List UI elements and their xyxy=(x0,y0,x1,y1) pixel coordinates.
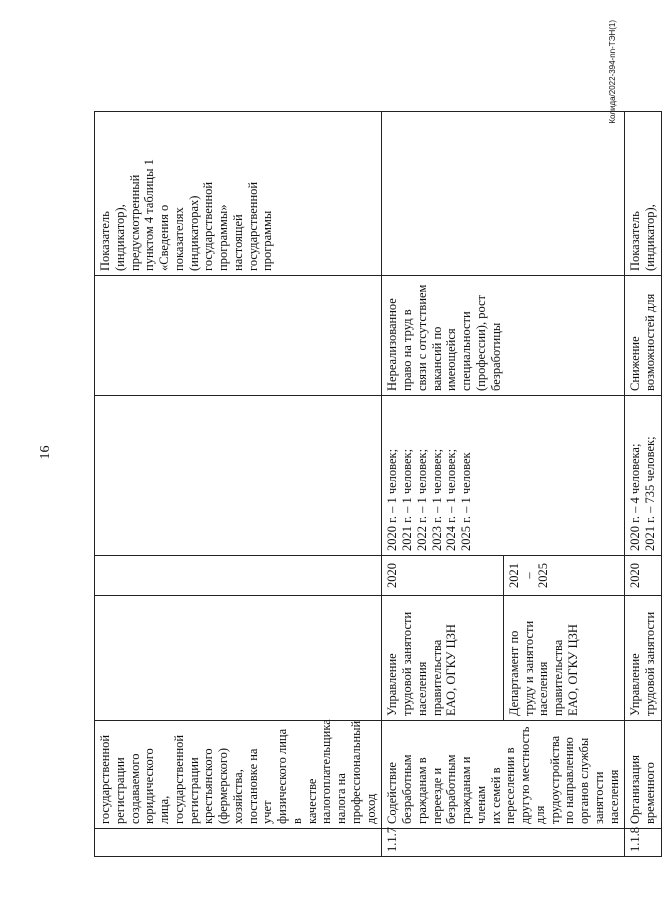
program-measures-table xyxy=(94,111,662,857)
result-text: 2020 г. – 4 человека; 2021 г. – 735 человек; xyxy=(628,436,657,551)
cell-result xyxy=(625,396,662,556)
cell-risk-empty xyxy=(95,276,382,396)
cell-year: 2020 xyxy=(382,556,504,596)
indicator-text: Показатель (индикатор), xyxy=(628,204,657,271)
cell-indicator xyxy=(95,112,382,276)
cell-year-empty xyxy=(95,556,382,596)
cell-executor xyxy=(503,596,625,721)
cell-number: 1.1.7 xyxy=(382,829,625,857)
document-code: Колида/2022-394-nn-ТЭН(1) xyxy=(608,20,617,124)
cell-number: 1.1.8 xyxy=(625,829,662,857)
cell-result-empty xyxy=(95,396,382,556)
cell-result xyxy=(382,396,625,556)
result-text: 2020 г. – 1 человек; 2021 г. – 1 человек; 2022 г. – 1 человек; 2023 г. – 1 человек; 2024 г. – 1 человек; 2025 г. – 1 человек xyxy=(385,448,473,551)
cell-risk xyxy=(625,276,662,396)
measure-name-text: Организация временного xyxy=(628,755,657,824)
cell-year: 2020 xyxy=(625,556,662,596)
page-number: 16 xyxy=(38,445,53,460)
table-row-1-1-7 xyxy=(382,112,504,857)
measure-name-text: государственной регистрации создаваемого юридического лица, государственной регистрации крестьянского (фермерского) хозяйства, постановке на учет физического лица в качестве налогоплательщика налога на профессиональный доход xyxy=(98,719,378,824)
risk-text: Снижение возможностей для xyxy=(628,293,657,391)
measure-name-text: Содействие безработным гражданам в переезде и безработным гражданам и членам их семей в переселении в другую местность для трудоустройства по направлению органов службы занятости населения xyxy=(385,726,621,824)
cell-measure-name xyxy=(625,721,662,829)
cell-number-empty xyxy=(95,829,382,857)
risk-text: Нереализованное право на труд в связи с отсутствием вакансий по имеющейся специальности (профессии), рост безработицы xyxy=(385,284,503,391)
cell-indicator-empty xyxy=(382,112,625,276)
cell-executor xyxy=(625,596,662,721)
indicator-text: Показатель (индикатор), предусмотренный пунктом 4 таблицы 1 «Сведения о показателях (индикаторах) государственной программы» настоящей государственной программы xyxy=(98,159,275,271)
cell-risk xyxy=(382,276,625,396)
cell-executor-empty xyxy=(95,596,382,721)
cell-measure-name xyxy=(95,721,382,829)
executor-text: Управление трудовой занятости населения правительства ЕАО, ОГКУ ЦЗН xyxy=(385,611,459,716)
table-row-1-1-8 xyxy=(625,112,662,857)
cell-executor xyxy=(382,596,504,721)
cell-indicator xyxy=(625,112,662,276)
cell-year: 2021 – 2025 xyxy=(503,556,625,596)
cell-measure-name xyxy=(382,721,625,829)
table-row-continuation xyxy=(95,112,382,857)
executor-text: Управление трудовой занятости xyxy=(628,611,657,716)
executor-text: Департамент по труду и занятости населения правительства ЕАО, ОГКУ ЦЗН xyxy=(506,620,580,716)
